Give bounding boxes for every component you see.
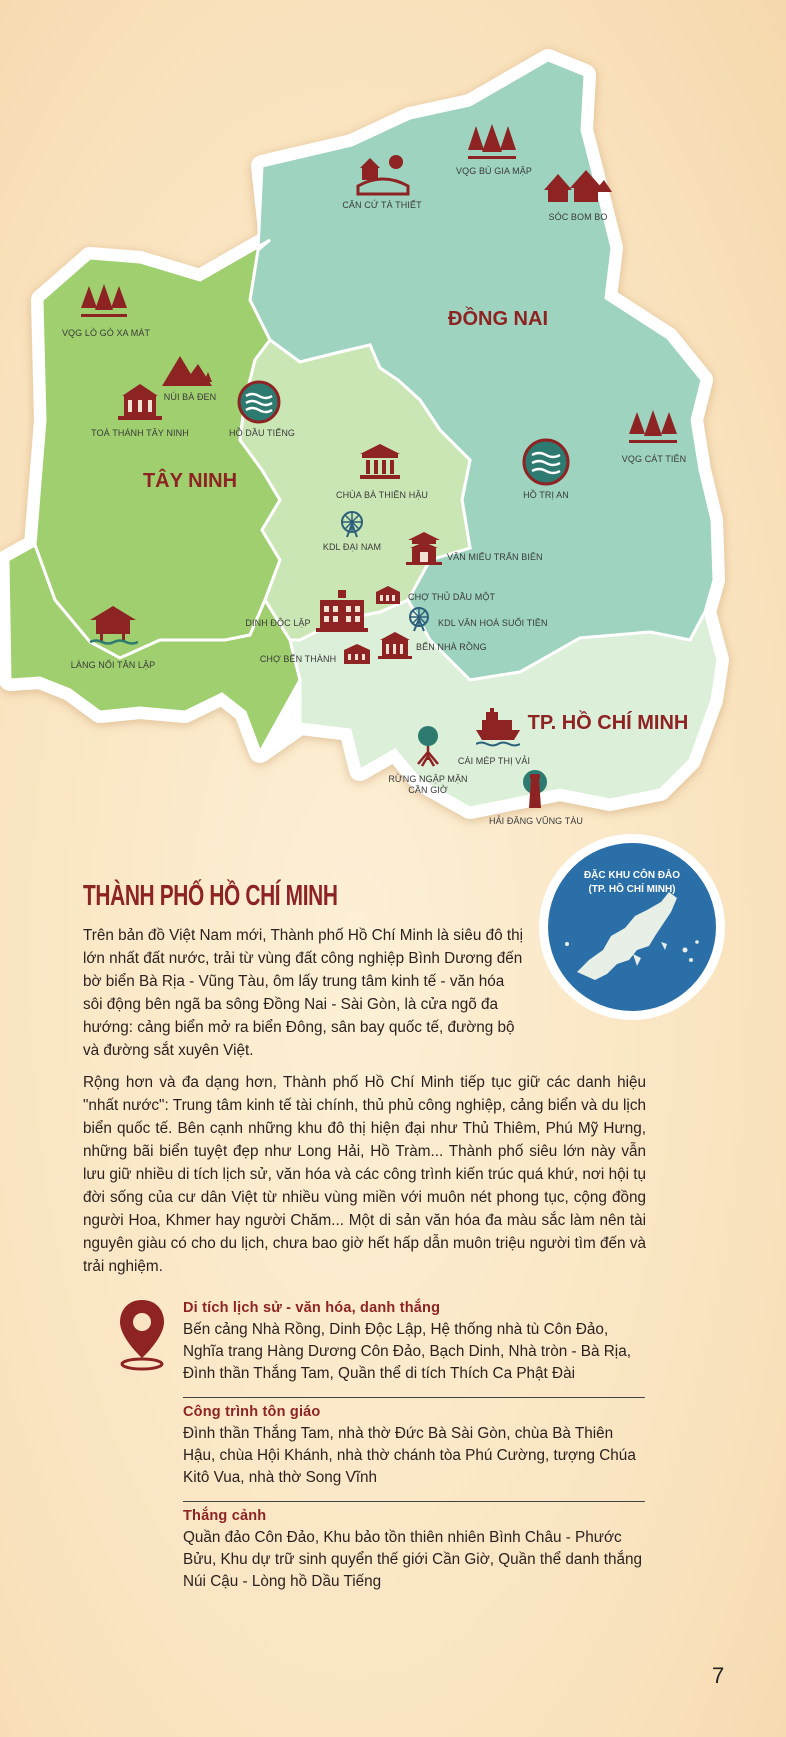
place-can-gio: CẦN GIỜ <box>408 785 448 795</box>
village-houses-icon <box>542 168 612 208</box>
category-heritage <box>183 1300 645 1385</box>
category-text: Quần đảo Côn Đảo, Khu bảo tồn thiên nhiên Bình Châu - Phước Bửu, Khu dự trữ sinh quyển thế giới Cần Giờ, Quần thể danh thắng Núi Cậu - Lòng hồ Dầu Tiếng <box>183 1529 642 1590</box>
palace-icon <box>316 590 368 634</box>
location-pin-icon <box>116 1298 168 1372</box>
province-label-tay-ninh: TÂY NINH <box>142 470 238 492</box>
building-icon <box>378 632 412 660</box>
category-religious <box>183 1404 645 1489</box>
lake-icon <box>236 380 282 424</box>
divider <box>183 1397 645 1398</box>
category-text: Đình thần Thắng Tam, nhà thờ Đức Bà Sài Gòn, chùa Bà Thiên Hậu, chùa Hội Khánh, nhà thờ chánh tòa Phú Cường, tượng Chúa Kitô Vua, nhà thờ Song Vĩnh <box>183 1425 636 1486</box>
province-label-hcm: TP. HỒ CHÍ MINH <box>527 712 689 734</box>
place-ben-nha-rong: BẾN NHÀ RỒNG <box>416 642 487 652</box>
stilt-house-icon <box>88 604 138 646</box>
forest-icon <box>628 410 678 448</box>
category-title: Thắng cảnh <box>183 1508 267 1524</box>
province-map <box>0 0 786 830</box>
place-can-cu-ta-thiet: CĂN CỨ TÀ THIẾT <box>342 200 422 210</box>
lighthouse-icon <box>520 770 550 812</box>
place-kdl-dai-nam: KDL ĐẠI NAM <box>322 542 382 552</box>
place-vqg-cat-tien: VQG CÁT TIÊN <box>621 454 687 464</box>
place-dinh-doc-lap: DINH ĐỘC LẬP <box>245 618 311 628</box>
place-vqg-bu-gia-map: VQG BÙ GIA MẬP <box>456 166 532 176</box>
ferris-wheel-icon <box>338 510 366 538</box>
place-vqg-lo-go-xa-mat: VQG LÒ GÒ XA MÁT <box>61 328 151 338</box>
con-dao-inset <box>537 832 727 1022</box>
market-icon <box>342 642 372 666</box>
forest-icon <box>466 124 518 164</box>
mangrove-icon <box>408 724 448 768</box>
ship-icon <box>476 708 520 748</box>
divider <box>183 1501 645 1502</box>
place-van-mieu-tran-bien: VĂN MIẾU TRẤN BIÊN <box>447 552 543 562</box>
place-ho-dau-tieng: HỒ DẦU TIẾNG <box>228 428 296 438</box>
intro-paragraph: Trên bản đồ Việt Nam mới, Thành phố Hồ Chí Minh là siêu đô thị lớn nhất đất nước, trải từ vùng đất công nghiệp Bình Dương đến bờ biển Bà Rịa - Vũng Tàu, ôm lấy trung tâm kinh tế - văn hóa sôi động bên ngã ba sông Đồng Nai - Sài Gòn, là cửa ngõ đa hướng: cảng biển mở ra biển Đông, sân bay quốc tế, đường bộ và đường sắt xuyên Việt. <box>83 927 523 1059</box>
forest-icon <box>80 284 128 320</box>
province-label-dong-nai: ĐỒNG NAI <box>448 308 548 330</box>
place-cho-ben-thanh: CHỢ BẾN THÀNH <box>259 654 337 664</box>
temple-icon <box>118 382 162 422</box>
pagoda-icon <box>358 442 402 482</box>
place-rung-ngap-man: RỪNG NGẬP MẶN <box>388 774 468 784</box>
category-scenic <box>183 1508 645 1593</box>
rural-base-icon <box>356 152 410 196</box>
category-title: Công trình tôn giáo <box>183 1404 321 1420</box>
ferris-wheel-icon <box>406 606 432 632</box>
place-chua-ba-thien-hau: CHÙA BÀ THIÊN HẬU <box>335 490 429 500</box>
mountain-icon <box>160 352 222 388</box>
con-dao-map <box>537 832 727 1022</box>
page-number: 7 <box>712 1663 725 1688</box>
temple-gate-icon <box>406 530 442 566</box>
place-cho-thu-dau-mot: CHỢ THỦ DẦU MỘT <box>408 592 496 602</box>
place-hai-dang-vung-tau: HẢI ĐĂNG VŨNG TÀU <box>488 816 584 826</box>
place-toa-thanh-tay-ninh: TOÀ THÁNH TÂY NINH <box>91 428 189 438</box>
body-paragraph: Rộng hơn và đa dạng hơn, Thành phố Hồ Chí Minh tiếp tục giữ các danh hiệu "nhất nước": Trung tâm kinh tế tài chính, thủ phủ công nghiệp, cảng biển và du lịch biển quốc tế. Bên cạnh những khu đô thị hiện đại như Thủ Thiêm, Phú Mỹ Hưng, những bãi biển tuyệt đẹp như Long Hải, Hồ Tràm... Thành phố siêu lớn này vẫn lưu giữ nhiều di tích lịch sử, văn hóa và các công trình kiến trúc quá khứ, nơi hội tụ đời sống của cư dân Việt từ nhiều vùng miền với muôn nét phong tục, cộng đồng người Hoa, Khmer hay người Chăm... Một di sản văn hóa đa màu sắc làm nên tài nguyên giàu có cho du lịch, chưa bao giờ hết hấp dẫn muôn triệu người tìm đến và trải nghiệm. <box>83 1074 646 1275</box>
category-title: Di tích lịch sử - văn hóa, danh thắng <box>183 1300 441 1316</box>
place-lang-noi-tan-lap: LÀNG NỔI TÂN LẬP <box>70 660 156 670</box>
section-title: THÀNH PHỐ HỒ CHÍ MINH <box>83 880 338 912</box>
con-dao-title: ĐẶC KHU CÔN ĐẢO <box>583 870 681 881</box>
con-dao-subtitle: (TP. HỒ CHÍ MINH) <box>588 884 676 895</box>
region-tay-ninh <box>35 240 280 658</box>
place-kdl-suoi-tien: KDL VĂN HOÁ SUỐI TIÊN <box>438 618 548 628</box>
place-ho-tri-an: HỒ TRỊ AN <box>523 490 569 500</box>
place-soc-bom-bo: SÓC BOM BO <box>548 212 608 222</box>
place-cai-mep-thi-vai: CÁI MÉP THỊ VẢI <box>457 756 531 766</box>
place-nui-ba-den: NÚI BÀ ĐEN <box>163 392 217 402</box>
market-icon <box>374 584 402 606</box>
lake-icon <box>520 438 572 486</box>
category-text: Bến cảng Nhà Rồng, Dinh Độc Lập, Hệ thống nhà tù Côn Đảo, Nghĩa trang Hàng Dương Côn Đảo, Bạch Dinh, Nhà tròn - Bà Rịa, Đình thần Thắng Tam, Quần thể di tích Thích Ca Phật Đài <box>183 1321 631 1382</box>
